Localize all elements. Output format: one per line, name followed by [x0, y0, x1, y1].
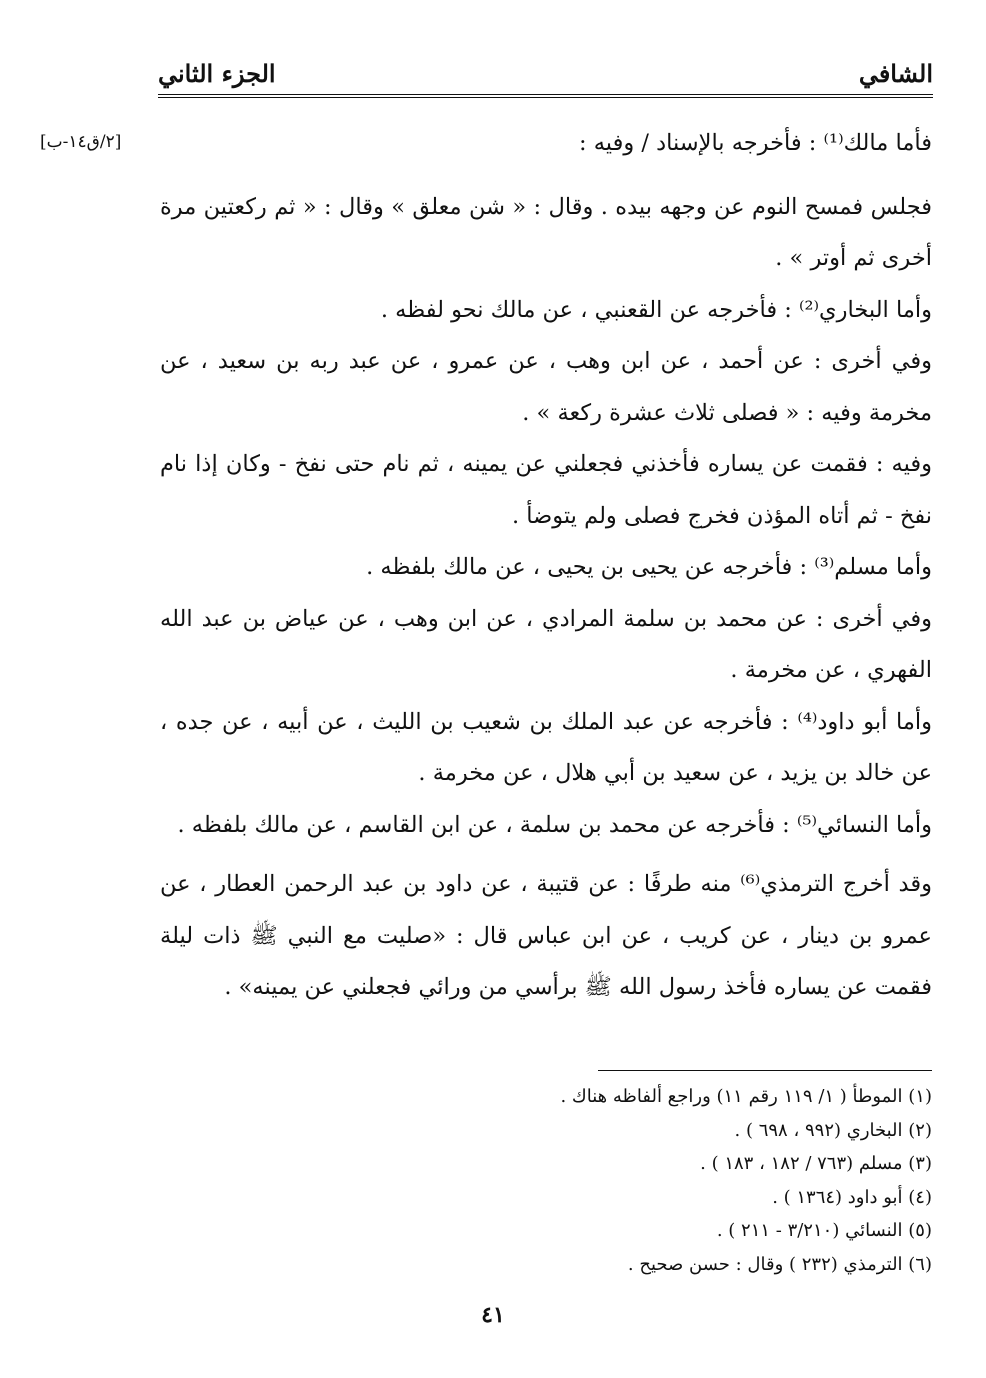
paragraph: وفي أخرى : عن أحمد ، عن ابن وهب ، عن عمرو ، عن عبد ربه بن سعيد ، عن مخرمة وفيه : « فصلى ثلاث عشرة ركعة » .: [160, 348, 932, 426]
header-right-title: الشافي: [858, 59, 933, 88]
paragraph: وأما مسلم⁽³⁾ : فأخرجه عن يحيى بن يحيى ، عن مالك بلفظه .: [366, 554, 932, 580]
paragraph: وفي أخرى : عن محمد بن سلمة المرادي ، عن ابن وهب ، عن عياض بن عبد الله الفهري ، عن مخرمة .: [160, 605, 932, 683]
footnotes: [160, 1080, 932, 1281]
footnote: (١) الموطأ ( ١/ ١١٩ رقم ١١) وراجع ألفاظه هناك .: [560, 1086, 932, 1107]
paragraph: فجلس فمسح النوم عن وجهه بيده . وقال : « شن معلق » وقال : « ثم ركعتين مرة أخرى ثم أوتر » .: [160, 193, 932, 271]
footnote: (٤) أبو داود (١٣٦٤ ) .: [772, 1186, 932, 1208]
footnote: (٦) الترمذي (٢٣٢ ) وقال : حسن صحيح .: [627, 1253, 932, 1275]
paragraph: وأما البخاري⁽²⁾ : فأخرجه عن القعنبي ، عن مالك نحو لفظه .: [380, 296, 932, 323]
footnote: (٥) النسائي (٣/٢١٠ - ٢١١ ) .: [716, 1220, 932, 1241]
footnote: (٣) مسلم (٧٦٣ / ١٨٢ ، ١٨٣ ) .: [700, 1153, 932, 1174]
running-header: [158, 52, 933, 98]
paragraph: وأما أبو داود⁽⁴⁾ : فأخرجه عن عبد الملك بن شعيب بن الليث ، عن أبيه ، عن جده ، عن خالد بن يزيد ، عن سعيد بن أبي هلال ، عن مخرمة .: [160, 708, 933, 786]
paragraph: فأما مالك⁽¹⁾ : فأخرجه بالإسناد / وفيه :: [579, 130, 932, 156]
main-text: [160, 118, 932, 1014]
paragraph: وأما النسائي⁽⁵⁾ : فأخرجه عن محمد بن سلمة ، عن ابن القاسم ، عن مالك بلفظه .: [177, 811, 932, 838]
paragraph: وقد أخرج الترمذي⁽⁶⁾ منه طرفًا : عن قتيبة ، عن داود بن عبد الرحمن العطار ، عن عمرو بن دينار ، عن كريب ، عن ابن عباس قال : «صليت مع النبي ﷺ ذات ليلة فقمت عن يساره فأخذ رسول الله ﷺ برأسي من ورائي فجعلني عن يمينه» .: [160, 871, 932, 1000]
header-left-title: الجزء الثاني: [158, 59, 276, 88]
footnote-separator: [598, 1070, 932, 1071]
paragraph: وفيه : فقمت عن يساره فأخذني فجعلني عن يمينه ، ثم نام حتى نفخ - وكان إذا نام نفخ - ثم أتاه المؤذن فخرج فصلى ولم يتوضأ .: [160, 451, 932, 529]
footnote: (٢) البخاري (٩٩٢ ، ٦٩٨ ) .: [734, 1119, 932, 1141]
page-number: ٤١: [481, 1302, 505, 1328]
manuscript-margin-reference: [٢/ق١٤-ب]: [40, 132, 122, 152]
